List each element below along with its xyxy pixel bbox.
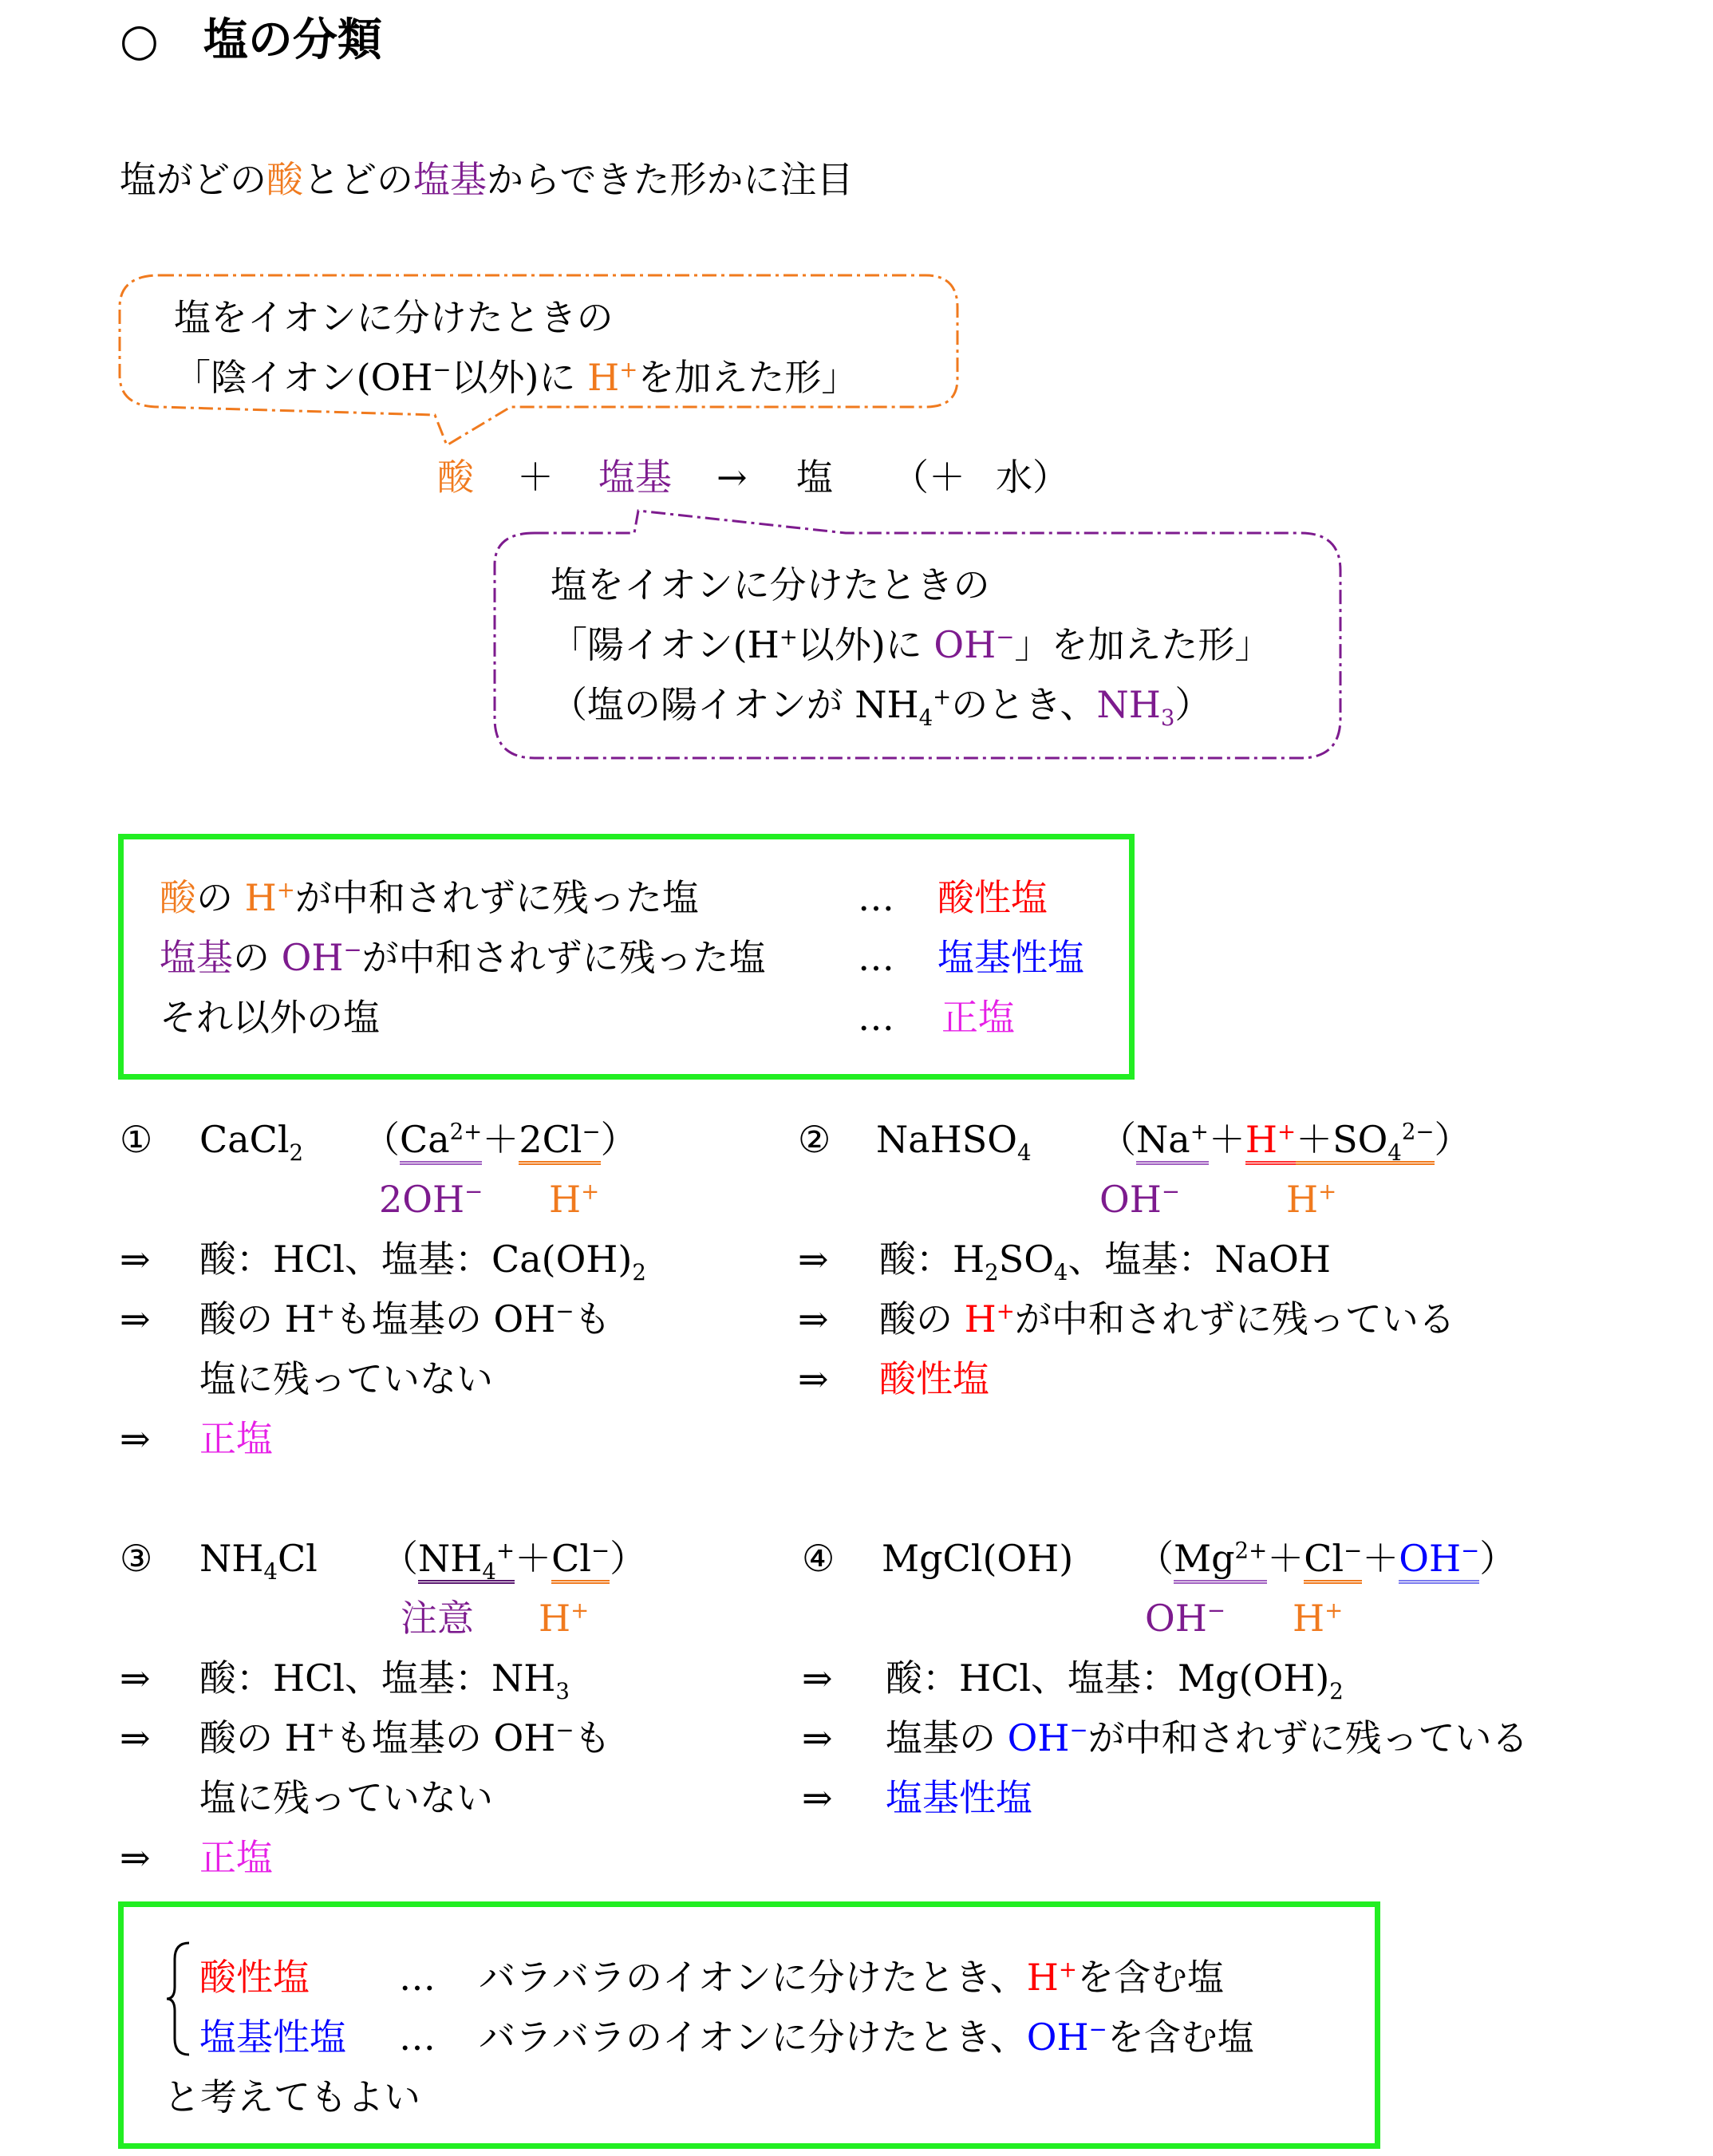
- box1-row3: それ以外の塩: [160, 996, 380, 1039]
- text-part: バラバラのイオンに分けたとき、: [479, 2016, 1027, 2059]
- text-part: +: [1324, 1597, 1344, 1624]
- ex3-l1: [199, 1654, 570, 1705]
- ex1-ions: [363, 1116, 637, 1163]
- ex4-l3: 塩基性塩: [886, 1776, 1032, 1819]
- text-part: 2: [1329, 1678, 1344, 1705]
- page-title: ○ 塩の分類: [120, 14, 382, 66]
- text-part: 2−: [1401, 1118, 1435, 1145]
- text-part: −: [464, 1178, 484, 1205]
- ex4-l1: [886, 1654, 1344, 1705]
- text-part: ＋: [1208, 1118, 1245, 1161]
- text-part: 4: [1387, 1139, 1402, 1167]
- ex3-ion1: [418, 1537, 515, 1584]
- box2-row2-label: 塩基性塩: [199, 2016, 346, 2059]
- box1-row1-dots: …: [858, 876, 894, 919]
- intro-part: からできた形かに注目: [487, 158, 854, 201]
- text-part: −: [343, 936, 362, 963]
- text-part: も塩基の OH: [334, 1716, 556, 1759]
- ex4-formula: MgCl(OH): [882, 1537, 1074, 1580]
- ex3-under1: 注意: [401, 1597, 474, 1640]
- text-part: 酸：HCl、塩基：NH: [199, 1656, 556, 1700]
- text-part: の: [233, 936, 282, 979]
- text-part: 以外)に: [451, 356, 588, 399]
- ex1-under1: [379, 1175, 483, 1223]
- intro-part: とどの: [303, 158, 413, 201]
- ex1-l1: [199, 1235, 646, 1286]
- ex2-ions: [1099, 1116, 1471, 1167]
- text-part: ）: [600, 1118, 637, 1161]
- text-part: 4: [482, 1558, 496, 1585]
- box1-row3-label: 正塩: [941, 996, 1015, 1039]
- ex4-ions: [1137, 1534, 1516, 1582]
- text-part: ＋: [515, 1537, 552, 1580]
- text-part: NH: [1096, 683, 1161, 726]
- box1-row1: [160, 874, 699, 922]
- text-part: +: [779, 623, 798, 650]
- text-part: NH: [199, 1537, 264, 1580]
- text-part: 以外)に: [797, 623, 934, 666]
- text-part: −: [555, 1297, 574, 1325]
- ex3-l2-arrow: ⇒: [120, 1716, 151, 1759]
- text-part: +: [1277, 1118, 1297, 1145]
- ex3-l4: 正塩: [199, 1836, 273, 1879]
- text-part: Mg: [1174, 1537, 1235, 1580]
- eq-acid: 酸: [437, 456, 474, 499]
- ex3-l2: [199, 1714, 610, 1762]
- text-part: OH: [1099, 1178, 1162, 1221]
- ex2-formula: [876, 1116, 1032, 1167]
- text-part: 酸：HCl、塩基：Mg(OH): [886, 1656, 1330, 1700]
- text-part: +: [1318, 1178, 1337, 1205]
- text-part: Cl: [551, 1537, 591, 1580]
- text-part: ＋: [1267, 1537, 1304, 1580]
- ex4-number: ④: [802, 1537, 835, 1580]
- text-part: +: [276, 876, 295, 903]
- eq-base: 塩基: [598, 456, 672, 499]
- text-part: 塩基: [160, 936, 233, 979]
- text-part: ）: [610, 1537, 647, 1580]
- text-part: 2: [632, 1259, 646, 1286]
- text-part: ）: [1174, 683, 1212, 726]
- text-part: OH: [1399, 1537, 1462, 1580]
- text-part: Cl: [277, 1537, 318, 1580]
- text-part: の: [196, 876, 245, 919]
- intro-base: 塩基: [413, 158, 487, 201]
- text-part: 酸の: [879, 1297, 965, 1341]
- text-part: H: [1293, 1597, 1325, 1640]
- text-part: が中和されずに残っている: [1087, 1716, 1529, 1759]
- text-part: も: [574, 1716, 611, 1759]
- text-part: 酸：HCl、塩基：Ca(OH): [199, 1238, 633, 1281]
- text-part: SO: [998, 1238, 1054, 1281]
- ex1-formula: [199, 1116, 304, 1167]
- text-part: +: [933, 683, 952, 710]
- text-part: +: [316, 1297, 335, 1325]
- box2-row1: [479, 1953, 1224, 2001]
- text-part: ）: [1434, 1118, 1471, 1161]
- ex1-ion2: [519, 1118, 600, 1165]
- box2-row1-dots: …: [399, 1956, 436, 1999]
- text-part: −: [1161, 1178, 1180, 1205]
- ex3-l1-arrow: ⇒: [120, 1656, 151, 1700]
- text-part: 塩基の: [886, 1716, 1008, 1759]
- text-part: 2Cl: [519, 1118, 582, 1161]
- text-part: +: [996, 1297, 1015, 1325]
- ex2-l1: [879, 1235, 1331, 1286]
- text-part: +: [619, 356, 638, 383]
- ex1-under2: [549, 1175, 599, 1223]
- text-part: バラバラのイオンに分けたとき、: [479, 1956, 1027, 1999]
- text-part: +: [1190, 1118, 1209, 1145]
- text-part: −: [1461, 1537, 1480, 1564]
- ex1-number: ①: [120, 1118, 153, 1161]
- text-part: が中和されずに残った塩: [294, 876, 699, 919]
- text-part: （塩の陽イオンが NH: [551, 683, 919, 726]
- text-part: も塩基の OH: [334, 1297, 556, 1341]
- text-part: SO: [1332, 1118, 1388, 1161]
- ex4-under2: [1293, 1594, 1343, 1642]
- eq-arrow: →: [716, 456, 748, 499]
- text-part: +: [1058, 1956, 1078, 1983]
- ex4-under1: [1145, 1594, 1226, 1642]
- ex2-ion2: [1245, 1118, 1296, 1165]
- ex4-l2-arrow: ⇒: [802, 1716, 833, 1759]
- text-part: 酸: [160, 876, 196, 919]
- text-part: NaHSO: [876, 1118, 1018, 1161]
- text-part: H: [1026, 1956, 1059, 1999]
- text-part: OH: [933, 623, 997, 666]
- text-part: 3: [1160, 705, 1175, 732]
- text-part: −: [1206, 1597, 1226, 1624]
- ex2-under2: [1286, 1175, 1336, 1223]
- text-part: −: [1088, 2016, 1107, 2043]
- text-part: −: [996, 623, 1015, 650]
- text-part: を含む塩: [1107, 2016, 1254, 2059]
- ex1-l2: [199, 1295, 610, 1343]
- base-bubble-line1: 塩をイオンに分けたときの: [551, 563, 990, 606]
- text-part: 2+: [1234, 1537, 1268, 1564]
- text-part: 3: [555, 1678, 570, 1705]
- text-part: 、塩基：NaOH: [1068, 1238, 1331, 1281]
- box2-row2: [479, 2013, 1254, 2061]
- text-part: NH: [418, 1537, 483, 1580]
- text-part: が中和されずに残った塩: [361, 936, 766, 979]
- ex1-l3: 塩に残っていない: [199, 1357, 493, 1400]
- text-part: 4: [263, 1558, 278, 1585]
- text-part: 2OH: [379, 1178, 465, 1221]
- eq-water: 水）: [996, 456, 1069, 499]
- ex4-l2: [886, 1714, 1529, 1762]
- ex2-l2: [879, 1295, 1455, 1343]
- text-part: H: [1245, 1118, 1277, 1161]
- text-part: H: [1286, 1178, 1319, 1221]
- text-part: H: [587, 356, 620, 399]
- text-part: を含む塩: [1077, 1956, 1225, 1999]
- text-part: 2: [289, 1139, 304, 1167]
- intro-part: 塩がどの: [120, 158, 266, 201]
- text-part: Na: [1136, 1118, 1190, 1161]
- ex2-l1-arrow: ⇒: [798, 1238, 829, 1281]
- ex2-l3: 酸性塩: [879, 1357, 989, 1400]
- text-part: 酸：H: [879, 1238, 985, 1281]
- eq-paren: （＋: [892, 456, 965, 499]
- text-part: を加えた形」: [637, 356, 858, 399]
- eq-plus: ＋: [517, 456, 554, 499]
- brace-icon: [164, 1939, 195, 2059]
- ex4-ion1: [1174, 1537, 1267, 1584]
- ex4-ion3: [1399, 1537, 1479, 1584]
- text-part: 2+: [449, 1118, 483, 1145]
- text-part: 酸の H: [199, 1297, 317, 1341]
- ex4-ion2: [1304, 1537, 1362, 1584]
- text-part: 」を加えた形」: [1014, 623, 1272, 666]
- ex2-number: ②: [798, 1118, 831, 1161]
- ex2-acidic-part: [1245, 1118, 1435, 1165]
- text-part: +: [316, 1716, 335, 1743]
- text-part: （: [1137, 1537, 1174, 1580]
- text-part: 4: [918, 705, 933, 732]
- intro-acid: 酸: [266, 158, 303, 201]
- text-part: −: [582, 1118, 601, 1145]
- ex4-l3-arrow: ⇒: [802, 1776, 833, 1819]
- text-part: ＋: [482, 1118, 519, 1161]
- ex2-under1: [1099, 1175, 1180, 1223]
- text-part: H: [539, 1597, 571, 1640]
- text-part: ）: [1479, 1537, 1517, 1580]
- box1-row3-dots: …: [858, 996, 894, 1039]
- text-part: 酸の H: [199, 1716, 317, 1759]
- ex1-ion1: [400, 1118, 482, 1165]
- text-part: H: [244, 876, 277, 919]
- text-part: +: [581, 1178, 600, 1205]
- text-part: −: [1344, 1537, 1363, 1564]
- text-part: +: [570, 1597, 590, 1624]
- ex3-under2: [539, 1594, 589, 1642]
- text-part: （: [381, 1537, 418, 1580]
- ex1-l4: 正塩: [199, 1417, 273, 1460]
- text-part: Ca: [400, 1118, 450, 1161]
- box1-row2-dots: …: [858, 936, 894, 979]
- ex3-l3: 塩に残っていない: [199, 1776, 493, 1819]
- text-part: Cl: [1304, 1537, 1344, 1580]
- ex3-l4-arrow: ⇒: [120, 1836, 151, 1879]
- text-part: が中和されずに残っている: [1014, 1297, 1455, 1341]
- ex2-l2-arrow: ⇒: [798, 1297, 829, 1341]
- acid-bubble-line2: [174, 353, 858, 401]
- box1-row1-label: 酸性塩: [937, 876, 1048, 919]
- text-part: も: [574, 1297, 611, 1341]
- box1-row2-label: 塩基性塩: [937, 936, 1084, 979]
- text-part: −: [1069, 1716, 1088, 1743]
- base-bubble-line2: [551, 621, 1271, 669]
- ex1-l2-arrow: ⇒: [120, 1297, 151, 1341]
- ex3-ions: [381, 1534, 647, 1585]
- ex1-l4-arrow: ⇒: [120, 1417, 151, 1460]
- text-part: 「陽イオン(H: [551, 623, 780, 666]
- text-part: 2: [985, 1259, 999, 1286]
- ex3-number: ③: [120, 1537, 153, 1580]
- text-part: H: [964, 1297, 997, 1341]
- ex3-ion2: [551, 1537, 610, 1584]
- text-part: （: [363, 1118, 400, 1161]
- ex2-l3-arrow: ⇒: [798, 1357, 829, 1400]
- box2-row1-label: 酸性塩: [199, 1956, 310, 1999]
- text-part: OH: [1145, 1597, 1207, 1640]
- text-part: OH: [1007, 1716, 1070, 1759]
- box1-row2: [160, 934, 766, 981]
- base-bubble-line3: [551, 681, 1212, 732]
- eq-salt: 塩: [796, 456, 833, 499]
- ex3-formula: [199, 1534, 318, 1585]
- text-part: 4: [1053, 1259, 1068, 1286]
- text-part: 「陰イオン(OH: [174, 356, 433, 399]
- text-part: 4: [1017, 1139, 1032, 1167]
- text-part: ＋: [1296, 1118, 1333, 1161]
- text-part: ＋: [1362, 1537, 1399, 1580]
- text-part: H: [549, 1178, 582, 1221]
- text-part: +: [495, 1537, 515, 1564]
- box2-row2-dots: …: [399, 2016, 436, 2059]
- text-part: −: [432, 356, 452, 383]
- acid-bubble-line1: 塩をイオンに分けたときの: [174, 296, 614, 339]
- text-part: （: [1099, 1118, 1136, 1161]
- box2-row3: と考えてもよい: [164, 2075, 420, 2118]
- text-part: のとき、: [951, 683, 1097, 726]
- text-part: −: [555, 1716, 574, 1743]
- ex4-l1-arrow: ⇒: [802, 1656, 833, 1700]
- text-part: OH: [1026, 2016, 1089, 2059]
- text-part: −: [590, 1537, 610, 1564]
- ex2-ion1: [1136, 1118, 1209, 1165]
- text-part: CaCl: [199, 1118, 290, 1161]
- text-part: OH: [281, 936, 344, 979]
- ex1-l1-arrow: ⇒: [120, 1238, 151, 1281]
